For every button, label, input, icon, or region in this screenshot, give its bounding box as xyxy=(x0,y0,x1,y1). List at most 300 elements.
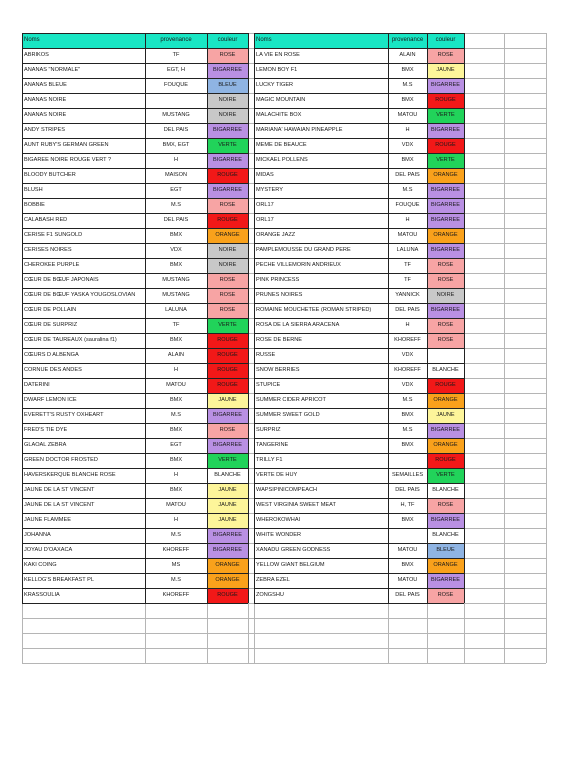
empty-cell xyxy=(464,318,504,333)
grid-line xyxy=(254,453,464,454)
right-name-cell: STUPICE xyxy=(256,382,281,388)
left-name-cell: JOHANNA xyxy=(24,532,51,538)
right-name-cell: SURPRIZ xyxy=(256,427,281,433)
right-couleur-cell: ROSE xyxy=(427,258,464,273)
empty-cell xyxy=(464,453,504,468)
empty-cell xyxy=(464,138,504,153)
empty-cell xyxy=(464,108,504,123)
grid-line xyxy=(254,198,464,199)
grid-line xyxy=(22,228,248,229)
empty-cell xyxy=(504,153,546,168)
grid-line xyxy=(22,303,248,304)
left-provenance-cell: ALAIN xyxy=(167,352,185,358)
right-name-cell: MYSTERY xyxy=(256,187,283,193)
right-name-cell: SNOW BERRIES xyxy=(256,367,300,373)
left-provenance-cell xyxy=(145,93,207,108)
grid-line xyxy=(22,48,248,49)
left-name-cell: CALABASH RED xyxy=(24,217,68,223)
right-name-cell: SUMMER SWEET GOLD xyxy=(256,412,320,418)
left-couleur-cell: ROUGE xyxy=(207,363,248,378)
grid-line xyxy=(22,573,248,574)
empty-cell xyxy=(464,393,504,408)
grid-line xyxy=(22,618,546,619)
right-provenance-cell xyxy=(388,453,427,468)
right-couleur-cell: ORANGE xyxy=(427,558,464,573)
left-couleur-cell: JAUNE xyxy=(207,483,248,498)
empty-cell xyxy=(464,153,504,168)
left-couleur-cell: ROUGE xyxy=(207,168,248,183)
right-provenance-cell: VDX xyxy=(401,352,414,358)
grid-line xyxy=(254,213,464,214)
left-name-cell: KELLOG'S BREAKFAST PL xyxy=(24,577,94,583)
right-name-cell: ROMAINE MOUCHETEE (ROMAN STRIPED) xyxy=(256,307,372,313)
empty-cell xyxy=(504,228,546,243)
right-provenance-cell: YANNICK xyxy=(395,292,420,298)
grid-line xyxy=(254,393,464,394)
grid-line xyxy=(22,558,248,559)
empty-cell xyxy=(504,558,546,573)
left-couleur-cell: ROUGE xyxy=(207,588,248,603)
empty-cell xyxy=(464,48,504,63)
left-couleur-cell: ROUGE xyxy=(207,348,248,363)
grid-line xyxy=(254,513,464,514)
empty-cell xyxy=(504,198,546,213)
grid-line xyxy=(22,378,248,379)
left-name-cell: CŒURS D ALBENGA xyxy=(24,352,79,358)
empty-cell xyxy=(464,543,504,558)
left-couleur-cell: BIGARREE xyxy=(207,63,248,78)
right-name-cell: WEST VIRGINIA SWEET MEAT xyxy=(256,502,336,508)
right-name-cell: ZEBRA EZEL xyxy=(256,577,290,583)
right-name-cell: WHITE WONDER xyxy=(256,532,302,538)
left-name-cell: GLAOAL ZEBRA xyxy=(24,442,67,448)
right-name-cell: PAMPLEMOUSSE DU GRAND PERE xyxy=(256,247,351,253)
empty-cell xyxy=(464,483,504,498)
grid-line xyxy=(22,438,248,439)
right-provenance-cell: MATOU xyxy=(397,577,418,583)
right-name-cell: PECHE VILLEMORIN ANDRIEUX xyxy=(256,262,341,268)
left-couleur-cell: ROSE xyxy=(207,48,248,63)
grid-line xyxy=(254,318,464,319)
empty-cell xyxy=(464,213,504,228)
left-provenance-cell: M.S xyxy=(171,202,181,208)
grid-line xyxy=(254,363,464,364)
grid-line xyxy=(254,348,464,349)
right-provenance-cell: BMX xyxy=(401,157,414,163)
empty-cell xyxy=(504,123,546,138)
right-couleur-cell: ORANGE xyxy=(427,393,464,408)
right-couleur-cell: BIGARREE xyxy=(427,303,464,318)
right-provenance-cell: M.S xyxy=(402,397,413,403)
right-name-cell: PINK PRINCESS xyxy=(256,277,300,283)
left-provenance-cell: BMX xyxy=(169,337,183,343)
right-provenance-cell: TF xyxy=(404,262,411,268)
empty-cell xyxy=(504,588,546,603)
grid-line xyxy=(254,408,464,409)
grid-line xyxy=(254,573,464,574)
left-couleur-cell: BIGARREE xyxy=(207,438,248,453)
left-couleur-cell: BIGARREE xyxy=(207,123,248,138)
right-provenance-cell: LALUNA xyxy=(396,247,419,253)
left-couleur-cell: BIGARREE xyxy=(207,183,248,198)
right-provenance-cell: FOUQUE xyxy=(395,202,420,208)
right-name-cell: MARIANA' HAWAIAN PINEAPPLE xyxy=(256,127,343,133)
right-couleur-cell: BIGARREE xyxy=(427,213,464,228)
left-provenance-cell: TF xyxy=(172,52,180,58)
grid-line xyxy=(254,423,464,424)
right-couleur-cell: BLANCHE xyxy=(427,363,464,378)
empty-cell xyxy=(504,213,546,228)
right-couleur-cell: BIGARREE xyxy=(427,78,464,93)
grid-line xyxy=(22,648,546,649)
left-provenance-cell: BMX xyxy=(169,397,183,403)
left-name-cell: ANANAS "NORMALE" xyxy=(24,67,81,73)
left-provenance-cell: LALUNA xyxy=(165,307,187,313)
right-couleur-cell: ROSE xyxy=(427,333,464,348)
grid-line xyxy=(254,153,464,154)
right-provenance-cell: DEL PAIS xyxy=(395,487,420,493)
grid-line xyxy=(254,48,464,49)
left-name-cell: CŒUR DE POLLAIN xyxy=(24,307,77,313)
left-couleur-cell: VERTE xyxy=(207,318,248,333)
empty-cell xyxy=(464,183,504,198)
left-name-cell: KAKI COING xyxy=(24,562,57,568)
left-couleur-cell: NOIRE xyxy=(207,258,248,273)
grid-line xyxy=(22,393,248,394)
right-couleur-cell: ORANGE xyxy=(427,438,464,453)
grid-line xyxy=(22,258,248,259)
empty-cell xyxy=(464,438,504,453)
grid-line xyxy=(22,183,248,184)
grid-line xyxy=(254,528,464,529)
header-provenance-right: provenance xyxy=(388,33,427,48)
left-name-cell: ANANAS NOIRE xyxy=(24,112,67,118)
left-couleur-cell: ROSE xyxy=(207,273,248,288)
empty-cell xyxy=(504,498,546,513)
empty-cell xyxy=(504,288,546,303)
empty-cell xyxy=(464,168,504,183)
left-name-cell: JAUNE DE LA ST VINCENT xyxy=(24,487,95,493)
left-name-cell: AUNT RUBY'S GERMAN GREEN xyxy=(24,142,109,148)
empty-cell xyxy=(504,138,546,153)
left-provenance-cell: MUSTANG xyxy=(162,292,190,298)
empty-cell xyxy=(504,453,546,468)
empty-cell xyxy=(504,333,546,348)
right-provenance-cell: ALAIN xyxy=(399,52,416,58)
empty-cell xyxy=(504,528,546,543)
empty-cell xyxy=(504,393,546,408)
grid-line xyxy=(464,33,465,603)
grid-line xyxy=(254,603,464,604)
right-name-cell: MEME DE BEAUCE xyxy=(256,142,307,148)
right-couleur-cell: ROUGE xyxy=(427,453,464,468)
right-provenance-cell: SEMAILLES xyxy=(391,472,424,478)
grid-line xyxy=(254,483,464,484)
left-provenance-cell: M.S xyxy=(171,412,181,418)
grid-line xyxy=(22,633,546,634)
left-name-cell: CORNUE DES ANDES xyxy=(24,367,82,373)
empty-cell xyxy=(464,273,504,288)
left-name-cell: BIGAREE NOIRE ROUGE VERT ? xyxy=(24,157,112,163)
right-couleur-cell: BLEUE xyxy=(427,543,464,558)
left-couleur-cell: ORANGE xyxy=(207,573,248,588)
left-name-cell: ANANAS BLEUE xyxy=(24,82,67,88)
empty-cell xyxy=(504,303,546,318)
right-provenance-cell: BMX xyxy=(401,412,414,418)
grid-line xyxy=(254,123,464,124)
left-name-cell: EVERETT'S RUSTY OXHEART xyxy=(24,412,104,418)
grid-line xyxy=(22,663,546,664)
left-provenance-cell: MUSTANG xyxy=(162,277,190,283)
right-provenance-cell: MATOU xyxy=(397,232,418,238)
empty-cell xyxy=(464,468,504,483)
empty-cell xyxy=(504,48,546,63)
left-name-cell: JAUNE FLAMMEE xyxy=(24,517,71,523)
grid-line xyxy=(254,243,464,244)
right-name-cell: RUSSE xyxy=(256,352,276,358)
grid-line xyxy=(22,123,248,124)
empty-cell xyxy=(464,513,504,528)
empty-cell xyxy=(504,273,546,288)
empty-cell xyxy=(504,573,546,588)
right-name-cell: ORANGE JAZZ xyxy=(256,232,296,238)
empty-cell xyxy=(464,408,504,423)
left-couleur-cell: NOIRE xyxy=(207,93,248,108)
empty-cell xyxy=(504,468,546,483)
grid-line xyxy=(546,33,547,663)
right-provenance-cell: DEL PAIS xyxy=(395,307,420,313)
header-provenance-left: provenance xyxy=(145,33,207,48)
grid-line xyxy=(254,168,464,169)
grid-line xyxy=(254,498,464,499)
left-provenance-cell: MS xyxy=(171,562,181,568)
left-couleur-cell: VERTE xyxy=(207,453,248,468)
left-name-cell: CŒUR DE TAUREAUX (sauralina f1) xyxy=(24,337,117,343)
right-name-cell: ZONGSHU xyxy=(256,592,284,598)
left-couleur-cell: ROUGE xyxy=(207,378,248,393)
grid-line xyxy=(254,378,464,379)
grid-line xyxy=(22,408,248,409)
right-couleur-cell: ROUGE xyxy=(427,378,464,393)
empty-cell xyxy=(464,528,504,543)
right-name-cell: WHEROKOWHAI xyxy=(256,517,301,523)
left-couleur-cell: BIGARREE xyxy=(207,153,248,168)
left-couleur-cell: ORANGE xyxy=(207,558,248,573)
left-couleur-cell: BLANCHE xyxy=(207,468,248,483)
empty-cell xyxy=(464,573,504,588)
right-couleur-cell: BIGARREE xyxy=(427,513,464,528)
left-couleur-cell: VERTE xyxy=(207,138,248,153)
grid-line xyxy=(22,528,248,529)
left-name-cell: DATERINI xyxy=(24,382,50,388)
left-provenance-cell: MUSTANG xyxy=(162,112,190,118)
right-provenance-cell: BMX xyxy=(401,517,414,523)
right-couleur-cell: BIGARREE xyxy=(427,573,464,588)
right-name-cell: LA VIE EN ROSE xyxy=(256,52,300,58)
right-provenance-cell: H, TF xyxy=(400,502,415,508)
grid-line xyxy=(254,273,464,274)
left-couleur-cell: BIGARREE xyxy=(207,528,248,543)
empty-cell xyxy=(504,108,546,123)
left-name-cell: FRED'S TIE DYE xyxy=(24,427,68,433)
right-name-cell: XANADU GREEN GODNESS xyxy=(256,547,331,553)
grid-line xyxy=(22,153,248,154)
left-provenance-cell: H xyxy=(173,157,179,163)
grid-line xyxy=(22,198,248,199)
left-couleur-cell: ROSE xyxy=(207,303,248,318)
right-name-cell: ORL17 xyxy=(256,202,274,208)
empty-cell xyxy=(504,63,546,78)
right-couleur-cell: BIGARREE xyxy=(427,198,464,213)
right-name-cell: PRUNES NOIRES xyxy=(256,292,303,298)
empty-cell xyxy=(464,423,504,438)
empty-cell xyxy=(464,333,504,348)
right-name-cell: TRILLY F1 xyxy=(256,457,283,463)
empty-cell xyxy=(504,483,546,498)
grid-line xyxy=(22,603,248,604)
empty-cell xyxy=(504,183,546,198)
left-couleur-cell: BIGARREE xyxy=(207,543,248,558)
right-name-cell: ROSA DE LA SIERRA ARACENA xyxy=(256,322,340,328)
grid-line xyxy=(22,33,248,34)
empty-cell xyxy=(464,288,504,303)
left-provenance-cell: FOUQUE xyxy=(164,82,188,88)
left-provenance-cell: KHOREFF xyxy=(162,592,190,598)
grid-line xyxy=(22,243,248,244)
empty-cell xyxy=(464,558,504,573)
empty-cell xyxy=(504,408,546,423)
empty-cell xyxy=(504,438,546,453)
right-couleur-cell: BIGARREE xyxy=(427,243,464,258)
right-name-cell: LUCKY TIGER xyxy=(256,82,294,88)
left-name-cell: ABRIKOS xyxy=(24,52,49,58)
header-couleur-right: couleur xyxy=(427,33,464,48)
right-provenance-cell: DEL PAIS xyxy=(395,592,420,598)
right-provenance-cell: KHOREFF xyxy=(394,367,421,373)
left-couleur-cell: BIGARREE xyxy=(207,408,248,423)
grid-line xyxy=(254,228,464,229)
empty-cell xyxy=(464,258,504,273)
right-couleur-cell: ORANGE xyxy=(427,228,464,243)
grid-line xyxy=(254,438,464,439)
left-couleur-cell: ROSE xyxy=(207,198,248,213)
right-couleur-cell: VERTE xyxy=(427,468,464,483)
right-name-cell: YELLOW GIANT BELGIUM xyxy=(256,562,325,568)
right-provenance-cell: MATOU xyxy=(397,547,418,553)
header-couleur-left: couleur xyxy=(207,33,248,48)
right-provenance-cell: H xyxy=(405,127,410,133)
grid-line xyxy=(22,513,248,514)
left-name-cell: ANDY STRIPES xyxy=(24,127,65,133)
right-couleur-cell: ROSE xyxy=(427,588,464,603)
left-name-cell: HAVERSKERQUE BLANCHE ROSE xyxy=(24,472,116,478)
right-provenance-cell: BMX xyxy=(401,442,414,448)
grid-line xyxy=(22,108,248,109)
left-provenance-cell: H xyxy=(173,517,179,523)
right-couleur-cell: VERTE xyxy=(427,108,464,123)
left-couleur-cell: JAUNE xyxy=(207,498,248,513)
left-name-cell: CŒUR DE BŒUF YASKA YOUGOSLOVIAN xyxy=(24,292,136,298)
header-name-left: Noms xyxy=(22,33,145,48)
left-couleur-cell: ORANGE xyxy=(207,228,248,243)
grid-line xyxy=(22,333,248,334)
right-provenance-cell: TF xyxy=(404,277,411,283)
right-couleur-cell: NOIRE xyxy=(427,288,464,303)
right-couleur-cell: ROSE xyxy=(427,498,464,513)
left-couleur-cell: ROUGE xyxy=(207,333,248,348)
empty-cell xyxy=(464,498,504,513)
grid-line xyxy=(254,333,464,334)
right-couleur-cell: JAUNE xyxy=(427,408,464,423)
right-couleur-cell: JAUNE xyxy=(427,63,464,78)
left-name-cell: JAUNE DE LA ST VINCENT xyxy=(24,502,95,508)
grid-line xyxy=(22,273,248,274)
left-provenance-cell: EGT xyxy=(170,187,182,193)
left-provenance-cell: H xyxy=(173,472,179,478)
left-provenance-cell: BMX xyxy=(169,427,183,433)
right-name-cell: ROSE DE BERNE xyxy=(256,337,303,343)
grid-line xyxy=(22,543,248,544)
empty-cell xyxy=(504,168,546,183)
right-name-cell: MAGIC MOUNTAIN xyxy=(256,97,306,103)
left-provenance-cell: M.S xyxy=(171,577,181,583)
left-name-cell: BOBBIE xyxy=(24,202,45,208)
right-provenance-cell: H xyxy=(405,217,410,223)
left-provenance-cell: BMX xyxy=(169,487,183,493)
empty-cell xyxy=(464,363,504,378)
right-name-cell: SUMMER CIDER APRICOT xyxy=(256,397,326,403)
left-name-cell: GREEN DOCTOR FROSTED xyxy=(24,457,98,463)
grid-line xyxy=(254,543,464,544)
header-name-right: Noms xyxy=(254,33,388,48)
right-provenance-cell: VDX xyxy=(401,382,414,388)
left-name-cell: JOYAU D'OAXACA xyxy=(24,547,73,553)
grid-line xyxy=(254,303,464,304)
right-provenance-cell: BMX xyxy=(401,97,414,103)
left-couleur-cell: NOIRE xyxy=(207,108,248,123)
empty-cell xyxy=(504,78,546,93)
left-provenance-cell: KHOREFF xyxy=(162,547,190,553)
empty-cell xyxy=(464,33,504,48)
grid-line xyxy=(22,423,248,424)
grid-line xyxy=(254,183,464,184)
empty-cell xyxy=(464,303,504,318)
empty-cell xyxy=(464,123,504,138)
right-provenance-cell: M.S xyxy=(402,187,413,193)
left-name-cell: CHEROKEE PURPLE xyxy=(24,262,80,268)
empty-cell xyxy=(504,243,546,258)
right-couleur-cell: BLANCHE xyxy=(427,483,464,498)
right-couleur-cell: BIGARREE xyxy=(427,123,464,138)
empty-cell xyxy=(464,588,504,603)
empty-cell xyxy=(464,243,504,258)
empty-cell xyxy=(504,93,546,108)
right-provenance-cell: VDX xyxy=(401,142,414,148)
left-provenance-cell: DEL PAIS xyxy=(163,127,189,133)
empty-cell xyxy=(464,228,504,243)
empty-cell xyxy=(464,198,504,213)
left-couleur-cell: JAUNE xyxy=(207,393,248,408)
left-couleur-cell: ROSE xyxy=(207,423,248,438)
right-name-cell: VERTE DE HUY xyxy=(256,472,298,478)
grid-line xyxy=(22,453,248,454)
left-couleur-cell: NOIRE xyxy=(207,243,248,258)
grid-line xyxy=(22,93,248,94)
right-couleur-cell: BIGARREE xyxy=(427,423,464,438)
left-provenance-cell: M.S xyxy=(171,532,181,538)
left-provenance-cell: BMX, EGT xyxy=(162,142,190,148)
right-name-cell: WAPSIPINICOMPEACH xyxy=(256,487,318,493)
